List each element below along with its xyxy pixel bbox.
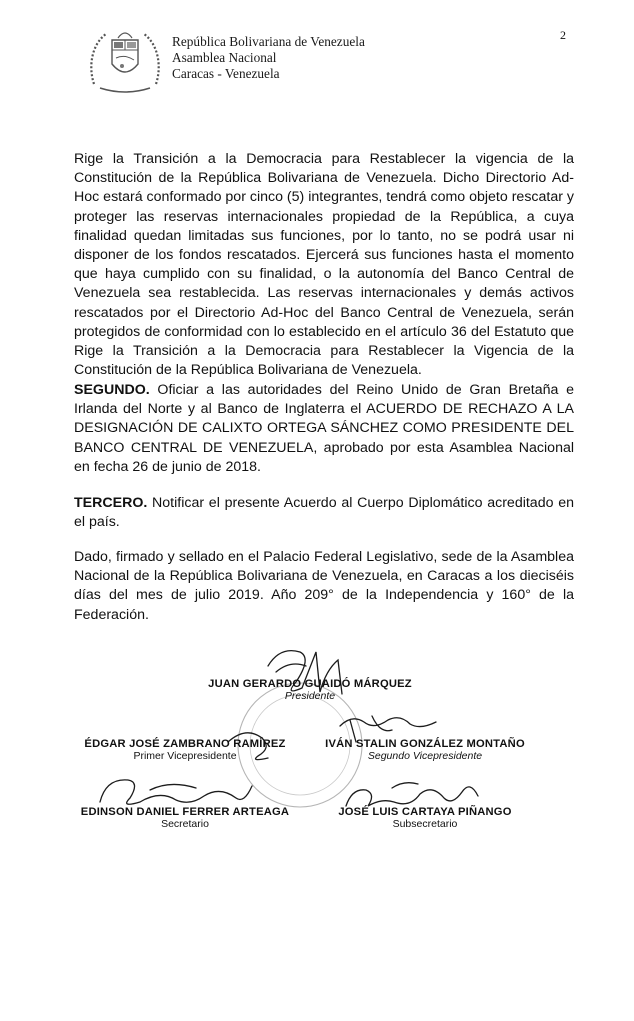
paragraph-segundo: [74, 381, 574, 477]
signatory-title: Primer Vicepresidente: [133, 750, 237, 762]
signature-section: [0, 630, 634, 860]
paragraph-tercero: [74, 494, 574, 532]
segundo-heading: SEGUNDO.: [74, 382, 150, 398]
page-number: 2: [560, 28, 566, 42]
signatory-presidente: [190, 678, 430, 702]
signatory-primer-vicepresidente: [60, 738, 310, 762]
tercero-text: Notificar el presente Acuerdo al Cuerpo Diplomático acreditado en el país.: [74, 495, 574, 531]
paragraph-directorio: Rige la Transición a la Democracia para Restablecer la vigencia de la Constitución de la República Bolivariana de Venezuela. Dicho Directorio Ad-Hoc estará conformado por cinco (5) integrantes, tendrá como objeto rescatar y proteger las reservas internacionales propiedad de la República, a cuya finalidad quedan limitadas sus funciones, por lo tanto, no se podrá usar ni disponer de los fondos rescatados. Ejercerá sus funciones hasta el momento que haya cumplido con su finalidad, o la autonomía del Banco Central de Venezuela sea restablecida. Las reservas internacionales y demás activos rescatados por el Directorio Ad-Hoc del Banco Central de Venezuela, serán protegidos de conformidad con lo establecido en el artículo 36 del Estatuto que Rige la Transición a la Democracia para Restablecer la Vigencia de la Constitución de la República Bolivariana de Venezuela.: [74, 151, 574, 379]
signatory-name: JUAN GERARDO GUAIDÓ MÁRQUEZ: [208, 678, 412, 690]
signatory-title: Segundo Vicepresidente: [367, 750, 483, 762]
signatory-subsecretario: [310, 806, 540, 830]
letterhead-city: Caracas - Venezuela: [172, 65, 280, 81]
coat-of-arms-icon: [86, 26, 164, 94]
segundo-text: Oficiar a las autoridades del Reino Unido de Gran Bretaña e Irlanda del Norte y al Banco de Inglaterra el ACUERDO DE RECHAZO A LA DESIGNACIÓN DE CALIXTO ORTEGA SÁNCHEZ COMO PRESIDENTE DEL BANCO CENTRAL DE VENEZUELA, aprobado por esta Asamblea Nacional en fecha 26 de junio de 2018.: [74, 382, 574, 475]
paragraph-closing: Dado, firmado y sellado en el Palacio Federal Legislativo, sede de la Asamblea Nacional de la República Bolivariana de Venezuela, en Caracas a los dieciséis días del mes de julio 2019. Año 209° de la Independencia y 160° de la Federación.: [74, 549, 574, 623]
signatory-name: JOSÉ LUIS CARTAYA PIÑANGO: [338, 806, 512, 818]
letterhead-institution: Asamblea Nacional: [172, 49, 277, 65]
signatory-title: Presidente: [284, 690, 336, 702]
signatory-name: EDINSON DANIEL FERRER ARTEAGA: [80, 806, 290, 818]
letterhead: [172, 34, 365, 81]
signatory-segundo-vicepresidente: [300, 738, 550, 762]
signatory-title: Secretario: [161, 818, 209, 830]
signatory-name: IVÁN STALIN GONZÁLEZ MONTAÑO: [325, 738, 525, 750]
signatory-name: ÉDGAR JOSÉ ZAMBRANO RAMÍREZ: [84, 738, 286, 750]
tercero-heading: TERCERO.: [74, 495, 148, 511]
signatory-title: Subsecretario: [392, 818, 458, 830]
signatory-secretario: [60, 806, 310, 830]
letterhead-country: República Bolivariana de Venezuela: [172, 34, 365, 49]
